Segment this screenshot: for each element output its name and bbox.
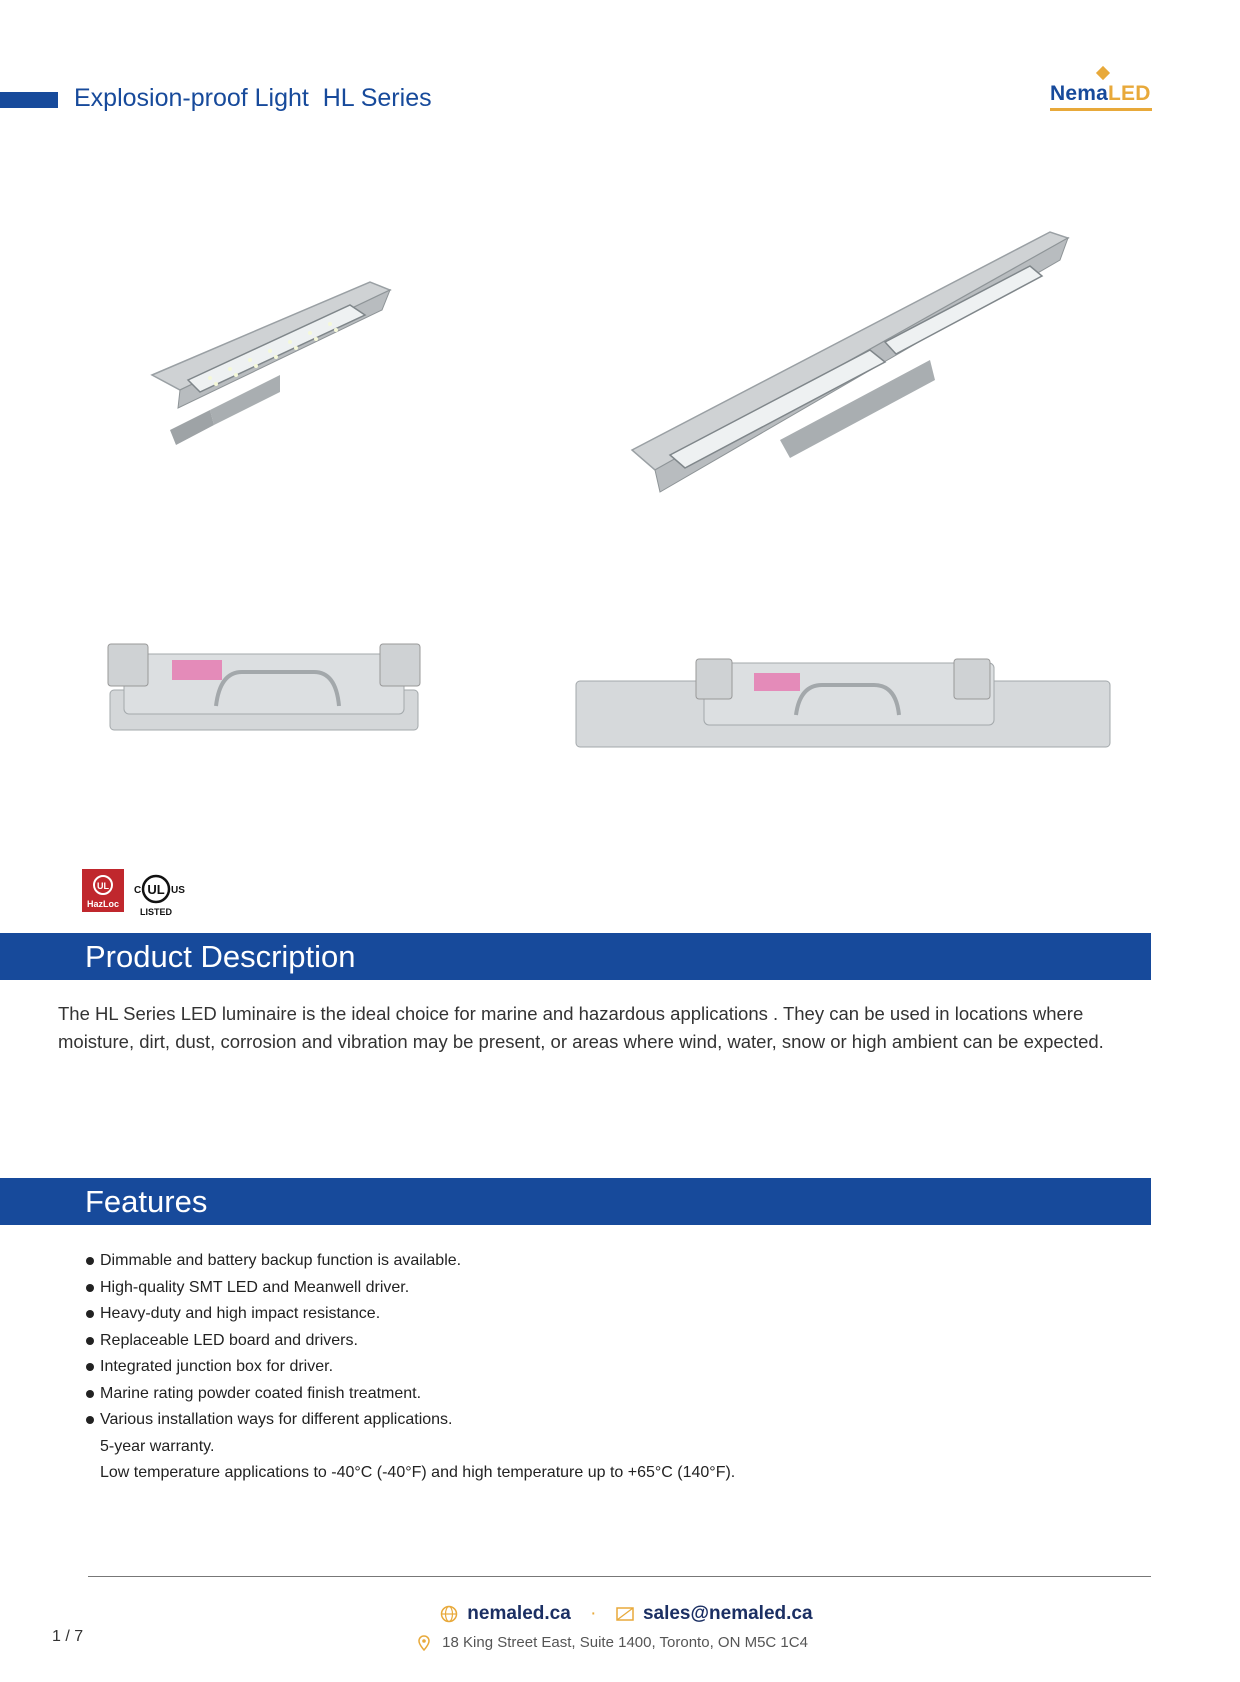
address-text: 18 King Street East, Suite 1400, Toronto, ON M5C 1C4 <box>442 1634 808 1651</box>
product-image-short-side <box>104 640 429 740</box>
maple-leaf-icon <box>1096 66 1110 80</box>
mail-icon <box>616 1607 634 1621</box>
product-image-long-angled <box>630 230 1080 515</box>
feature-item: Dimmable and battery backup function is available. <box>84 1251 884 1278</box>
logo-underline <box>1050 108 1152 111</box>
certification-marks <box>82 869 192 924</box>
email-link[interactable]: sales@nemaled.ca <box>642 1603 813 1624</box>
footer-address <box>418 1634 808 1651</box>
feature-item: Marine rating powder coated finish treatment. <box>84 1384 884 1411</box>
ul-hazloc-badge <box>82 869 192 919</box>
page-title: Explosion-proof Light HL Series <box>74 84 432 112</box>
bullet-icon <box>86 1310 94 1318</box>
logo-text: NemaLED <box>1050 82 1151 105</box>
svg-text:HazLoc: HazLoc <box>86 899 120 909</box>
location-pin-icon <box>418 1635 430 1651</box>
svg-text:UL: UL <box>147 882 165 897</box>
bullet-icon <box>86 1284 94 1292</box>
feature-item: Replaceable LED board and drivers. <box>84 1331 884 1358</box>
website-link[interactable]: nemaled.ca <box>467 1603 571 1624</box>
page-number: 1 / 7 <box>52 1628 84 1645</box>
svg-text:LISTED: LISTED <box>139 907 173 917</box>
section-title: Features <box>85 1184 208 1219</box>
product-description-text: The HL Series LED luminaire is the ideal choice for marine and hazardous applications . They can be used in locations where moisture, dirt, dust, corrosion and vibration may be present, or areas where wind, water, snow or high ambient can be expected. <box>58 1003 1104 1052</box>
feature-item: Heavy-duty and high impact resistance. <box>84 1304 884 1331</box>
globe-icon <box>440 1605 458 1623</box>
svg-text:UL: UL <box>97 881 109 891</box>
feature-item: 5-year warranty. <box>100 1437 215 1455</box>
features-list <box>84 1251 884 1490</box>
feature-item: Low temperature applications to -40°C (-40°F) and high temperature up to +65°C (140°F). <box>100 1464 736 1481</box>
section-title: Product Description <box>85 939 356 974</box>
feature-item: Integrated junction box for driver. <box>84 1357 884 1384</box>
footer-divider <box>88 1576 1151 1577</box>
feature-item: High-quality SMT LED and Meanwell driver. <box>84 1278 884 1305</box>
bullet-icon <box>86 1363 94 1371</box>
bullet-icon <box>86 1390 94 1398</box>
header-accent-bar <box>0 92 58 108</box>
nemaled-logo <box>1050 66 1152 114</box>
features-header <box>0 1178 1151 1225</box>
footer-separator: · <box>590 1603 597 1624</box>
bullet-icon <box>86 1416 94 1424</box>
bullet-icon <box>86 1257 94 1265</box>
feature-item: Various installation ways for different applications. <box>84 1410 884 1437</box>
product-description-header <box>0 933 1151 980</box>
product-image-short-angled <box>150 280 400 470</box>
product-image-long-side <box>574 655 1114 755</box>
svg-text:US: US <box>171 885 185 896</box>
footer-contact <box>440 1603 813 1625</box>
bullet-icon <box>86 1337 94 1345</box>
svg-text:C: C <box>134 885 142 896</box>
